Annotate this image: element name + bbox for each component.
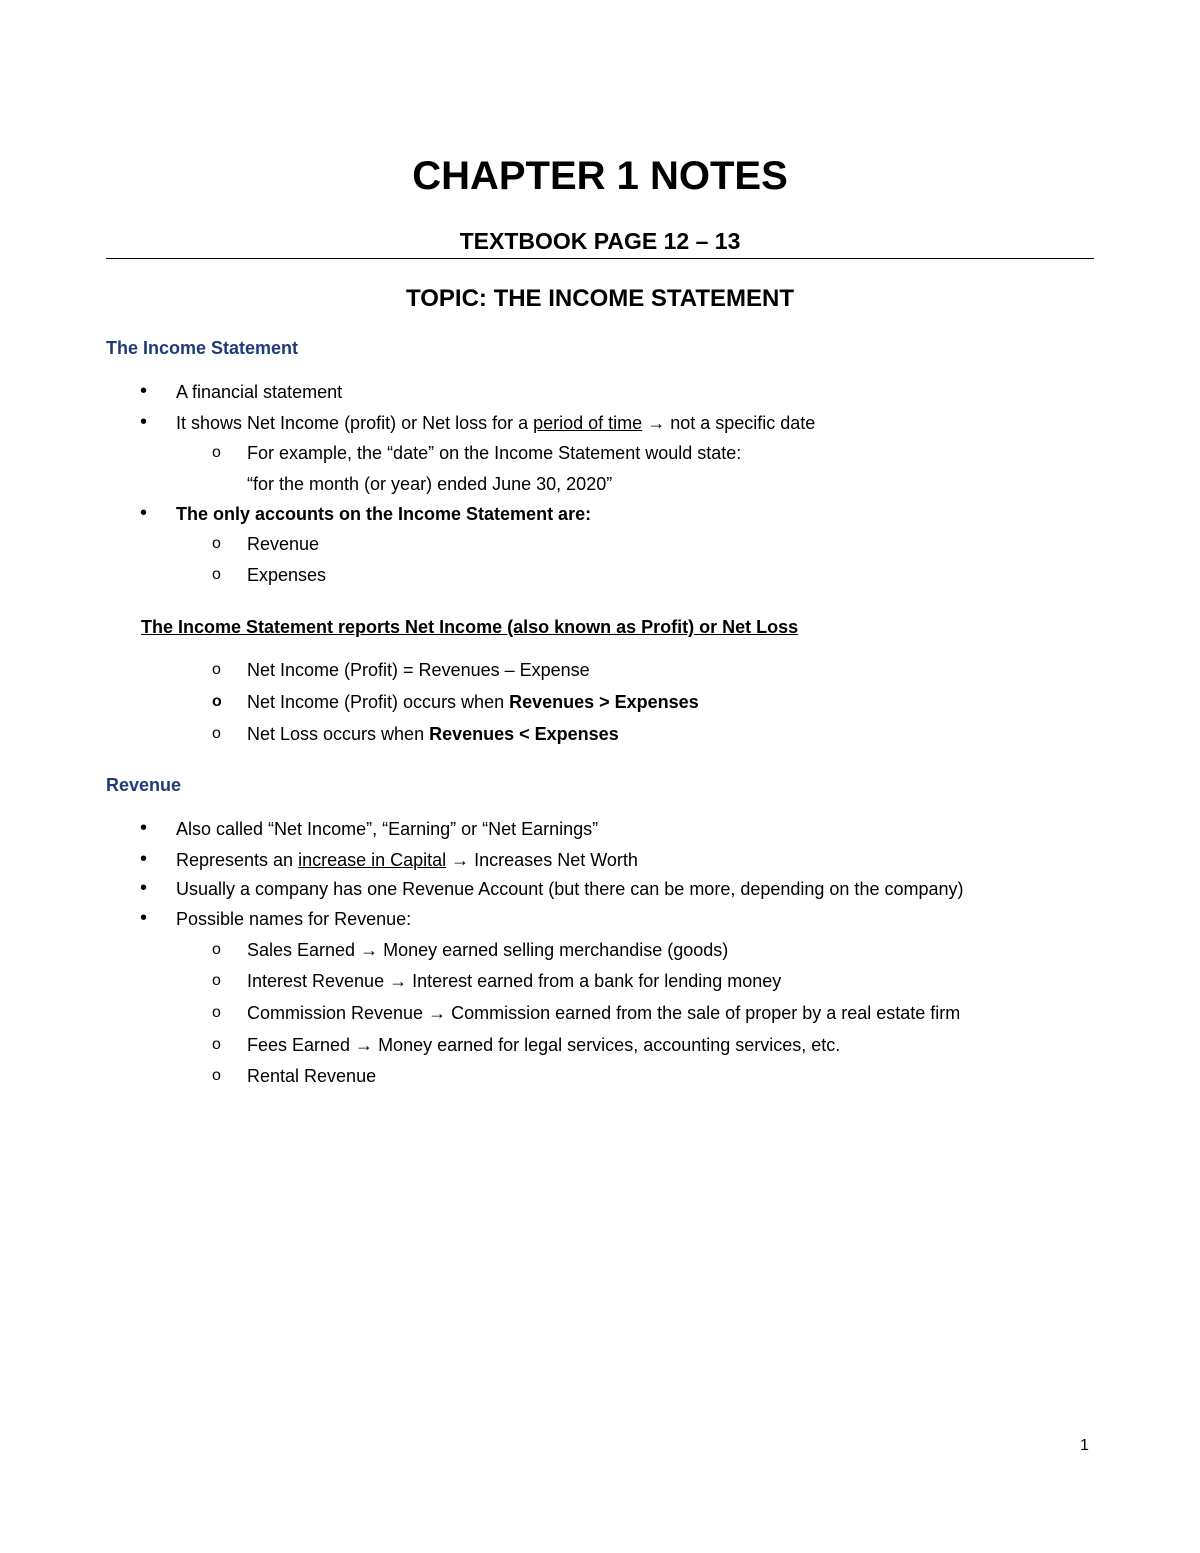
sub-bullet-icon: o — [212, 693, 222, 710]
sub-bullet-icon: o — [212, 972, 221, 989]
bullet-icon: • — [140, 411, 148, 433]
bullet-icon: • — [140, 817, 148, 839]
underlined-text: increase in Capital — [298, 850, 447, 870]
sub-bullet-icon: o — [212, 444, 221, 461]
list-item: Possible names for Revenue: — [176, 909, 412, 929]
list-item-text: Net Income (Profit) occurs when — [247, 692, 510, 712]
textbook-pages: TEXTBOOK PAGE 12 – 13 — [459, 228, 741, 254]
revenue-name-item: Fees Earned → Money earned for legal services, accounting services, etc. — [247, 1035, 841, 1055]
revenue-name-item: Interest Revenue → Interest earned from a bank for lending money — [247, 971, 782, 991]
underlined-text: period of time — [533, 413, 643, 433]
list-item: Also called “Net Income”, “Earning” or “Net Earnings” — [176, 819, 599, 839]
bullet-icon: • — [140, 380, 148, 402]
list-item — [176, 411, 815, 435]
section-heading-income-statement: The Income Statement — [106, 338, 299, 358]
list-item: The only accounts on the Income Statement are: — [176, 504, 592, 524]
page-number: 1 — [1080, 1437, 1089, 1454]
bullet-icon: • — [140, 848, 148, 870]
bullet-icon: • — [140, 502, 148, 524]
horizontal-rule — [106, 258, 1094, 259]
list-item-text: It shows Net Income (profit) or Net loss for a — [176, 413, 534, 433]
section-heading-net-income: The Income Statement reports Net Income (also known as Profit) or Net Loss — [141, 617, 799, 637]
sub-bullet-icon: o — [212, 1067, 221, 1084]
bullet-icon: • — [140, 907, 148, 929]
list-item-text: Represents an — [176, 850, 299, 870]
sub-list-item: Expenses — [247, 565, 327, 585]
revenue-name-item: Commission Revenue → Commission earned from the sale of proper by a real estate firm — [247, 1003, 961, 1023]
sub-bullet-icon: o — [212, 725, 221, 742]
list-item: A financial statement — [176, 382, 343, 402]
section-heading-revenue: Revenue — [106, 775, 182, 795]
sub-list-item — [247, 690, 699, 714]
revenue-name-item: Rental Revenue — [247, 1066, 377, 1086]
sub-bullet-icon: o — [212, 535, 221, 552]
list-item-text: Net Loss occurs when — [247, 724, 430, 744]
sub-list-item — [247, 722, 619, 746]
sub-bullet-icon: o — [212, 1004, 221, 1021]
list-item — [176, 848, 638, 872]
bullet-icon: • — [140, 877, 148, 899]
sub-list-item: Revenue — [247, 534, 320, 554]
topic-title: TOPIC: THE INCOME STATEMENT — [406, 285, 794, 312]
sub-list-item: For example, the “date” on the Income Statement would state: — [247, 443, 742, 463]
bold-text: Revenues > Expenses — [509, 692, 699, 712]
list-item-text: → not a specific date — [642, 413, 816, 433]
list-item: Usually a company has one Revenue Account (but there can be more, depending on the company) — [176, 879, 964, 899]
sub-list-item: Net Income (Profit) = Revenues – Expense — [247, 660, 590, 680]
sub-bullet-icon: o — [212, 941, 221, 958]
bold-text: Revenues < Expenses — [429, 724, 619, 744]
document-title: CHAPTER 1 NOTES — [412, 154, 788, 198]
sub-list-item-continued: “for the month (or year) ended June 30, 2020” — [247, 474, 613, 494]
revenue-name-item: Sales Earned → Money earned selling merchandise (goods) — [247, 940, 729, 960]
sub-bullet-icon: o — [212, 566, 221, 583]
list-item-text: → Increases Net Worth — [446, 850, 638, 870]
sub-bullet-icon: o — [212, 1036, 221, 1053]
sub-bullet-icon: o — [212, 661, 221, 678]
